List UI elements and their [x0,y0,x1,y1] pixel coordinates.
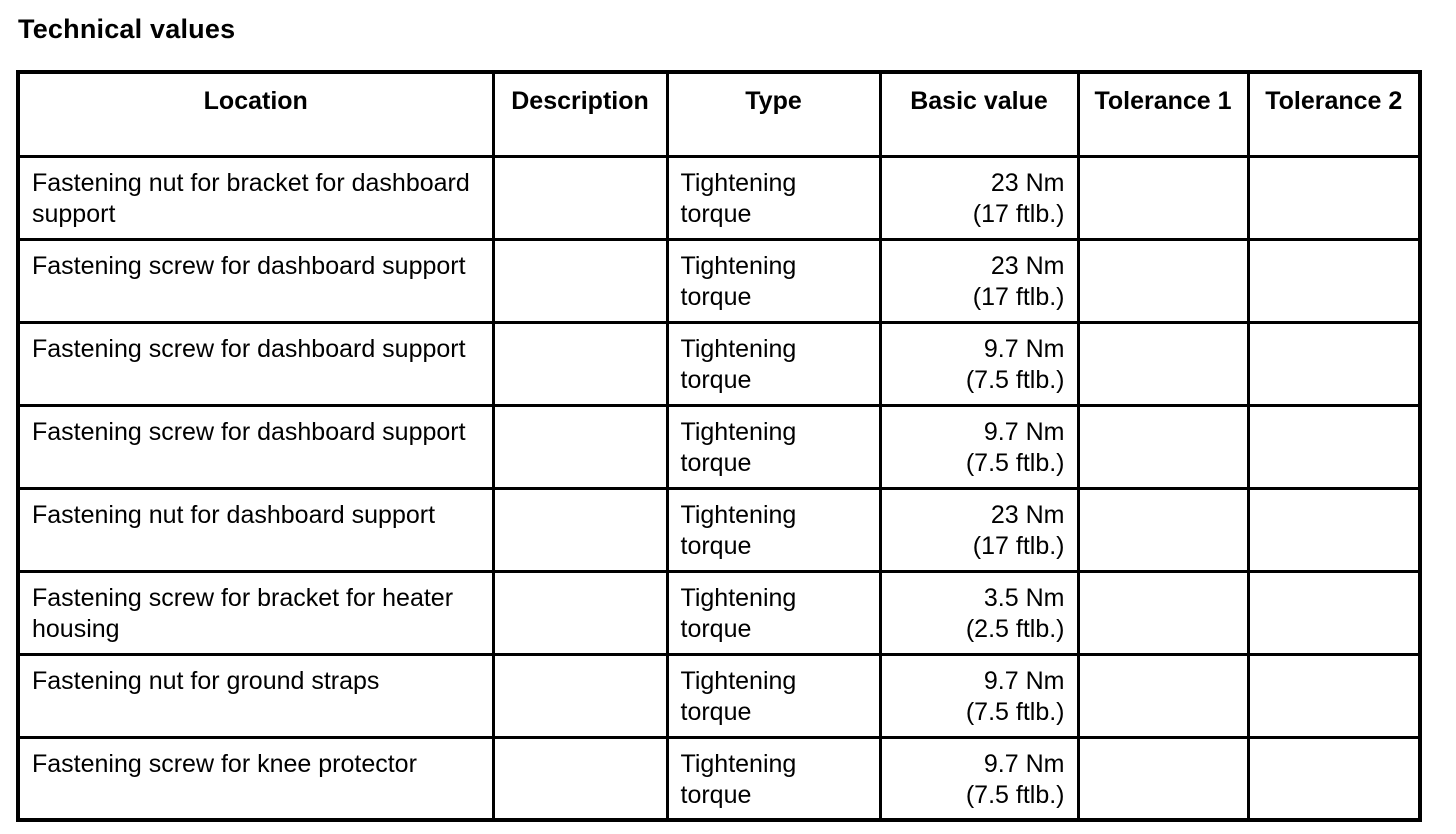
basic-value-imperial: (17 ftlb.) [972,282,1065,311]
basic-value-imperial: (7.5 ftlb.) [965,365,1065,394]
basic-value-imperial: (7.5 ftlb.) [965,780,1065,809]
basic-value-metric: 3.5 Nm [983,583,1065,612]
cell-description [493,737,667,820]
cell-location: Fastening nut for bracket for dashboard support [18,156,493,239]
cell-basic-value [880,488,1078,571]
column-header-type: Type [667,72,880,156]
cell-tolerance-1 [1078,405,1248,488]
cell-type: Tightening torque [667,322,880,405]
cell-tolerance-2 [1248,571,1420,654]
basic-value-metric: 23 Nm [990,168,1065,197]
cell-basic-value [880,405,1078,488]
table-row [18,322,1420,405]
cell-description [493,405,667,488]
column-header-location: Location [18,72,493,156]
cell-basic-value [880,737,1078,820]
table-row [18,571,1420,654]
cell-basic-value [880,654,1078,737]
cell-description [493,322,667,405]
basic-value-imperial: (2.5 ftlb.) [965,614,1065,643]
basic-value-metric: 23 Nm [990,500,1065,529]
cell-tolerance-1 [1078,737,1248,820]
cell-tolerance-2 [1248,239,1420,322]
table-row [18,488,1420,571]
basic-value-imperial: (7.5 ftlb.) [965,697,1065,726]
cell-basic-value [880,322,1078,405]
cell-description [493,654,667,737]
cell-type: Tightening torque [667,654,880,737]
table-row [18,239,1420,322]
table-row [18,405,1420,488]
cell-type: Tightening torque [667,571,880,654]
cell-tolerance-2 [1248,737,1420,820]
column-header-description: Description [493,72,667,156]
cell-tolerance-1 [1078,239,1248,322]
cell-type: Tightening torque [667,488,880,571]
cell-type: Tightening torque [667,156,880,239]
technical-values-table [16,70,1422,822]
cell-basic-value [880,239,1078,322]
basic-value-metric: 23 Nm [990,251,1065,280]
table-header-row [18,72,1420,156]
cell-tolerance-1 [1078,322,1248,405]
column-header-tolerance-2: Tolerance 2 [1248,72,1420,156]
cell-basic-value [880,571,1078,654]
cell-tolerance-1 [1078,571,1248,654]
basic-value-metric: 9.7 Nm [983,334,1065,363]
cell-tolerance-2 [1248,322,1420,405]
cell-location: Fastening screw for dashboard support [18,322,493,405]
cell-description [493,239,667,322]
cell-type: Tightening torque [667,737,880,820]
cell-location: Fastening nut for dashboard support [18,488,493,571]
basic-value-imperial: (17 ftlb.) [972,199,1065,228]
cell-location: Fastening nut for ground straps [18,654,493,737]
cell-tolerance-2 [1248,405,1420,488]
basic-value-metric: 9.7 Nm [983,749,1065,778]
cell-location: Fastening screw for dashboard support [18,239,493,322]
cell-tolerance-1 [1078,156,1248,239]
basic-value-metric: 9.7 Nm [983,417,1065,446]
column-header-basic-value: Basic value [880,72,1078,156]
cell-description [493,571,667,654]
table-row [18,737,1420,820]
cell-description [493,488,667,571]
table-row [18,654,1420,737]
cell-tolerance-2 [1248,488,1420,571]
cell-description [493,156,667,239]
column-header-tolerance-1: Tolerance 1 [1078,72,1248,156]
page-title: Technical values [18,14,236,44]
cell-tolerance-2 [1248,654,1420,737]
basic-value-imperial: (7.5 ftlb.) [965,448,1065,477]
cell-location: Fastening screw for dashboard support [18,405,493,488]
cell-tolerance-2 [1248,156,1420,239]
basic-value-metric: 9.7 Nm [983,666,1065,695]
cell-tolerance-1 [1078,488,1248,571]
cell-location: Fastening screw for bracket for heater housing [18,571,493,654]
table-row [18,156,1420,239]
cell-location: Fastening screw for knee protector [18,737,493,820]
basic-value-imperial: (17 ftlb.) [972,531,1065,560]
cell-type: Tightening torque [667,405,880,488]
cell-basic-value [880,156,1078,239]
cell-type: Tightening torque [667,239,880,322]
cell-tolerance-1 [1078,654,1248,737]
